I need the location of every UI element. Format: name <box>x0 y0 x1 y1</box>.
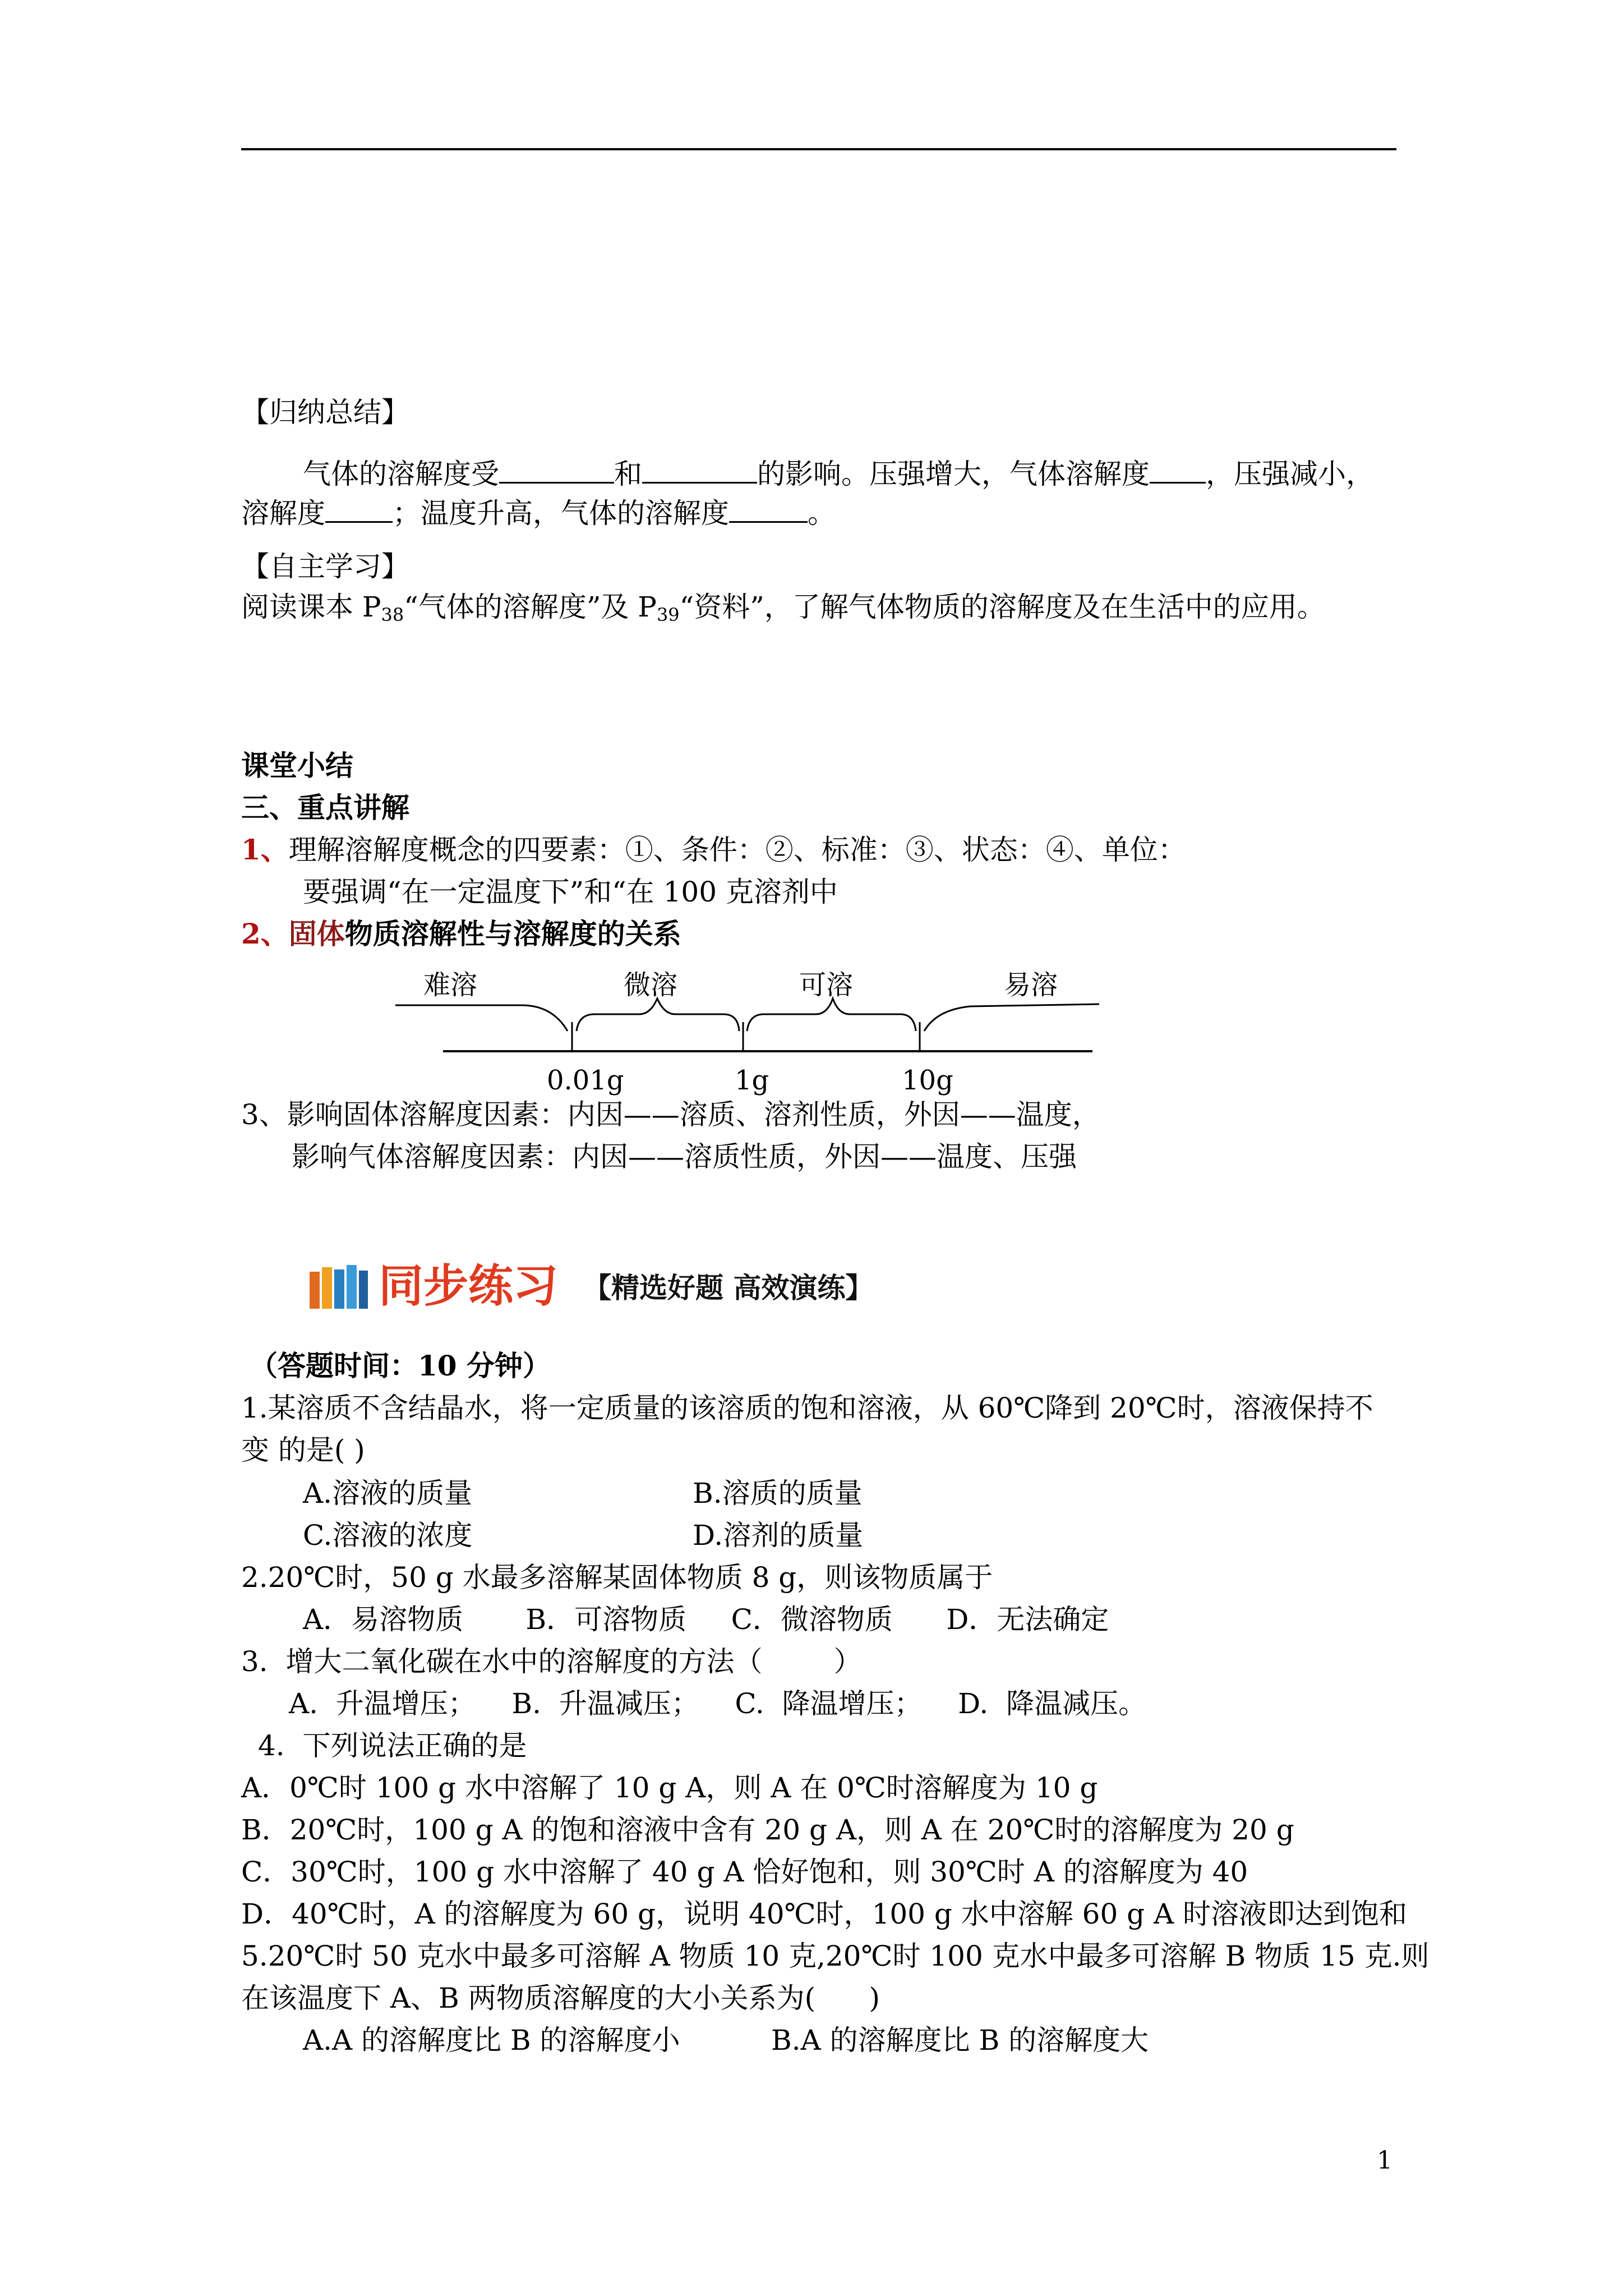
q1-line-1: 1.某溶质不含结晶水，将一定质量的该溶质的饱和溶液，从 60℃降到 20℃时，溶液保持不 <box>241 1392 1373 1424</box>
tick-label-0-01g: 0.01g <box>547 1065 624 1096</box>
answer-time: （答题时间：10 分钟） <box>250 1349 551 1382</box>
q4: 4. 下列说法正确的是 <box>258 1729 527 1762</box>
self-study-text: 阅读课本 $P_{38}“$气体的溶解度”及 $P_{39}“$资料”，了解气体物质的溶解度及在生活中的应用。 <box>241 591 1325 625</box>
q4-option-d: D．40℃时，A 的溶解度为 60 g，说明 40℃时，100 g 水中溶解 60 g A 时溶液即达到饱和 <box>241 1898 1408 1930</box>
q4-option-c: C．30℃时，100 g 水中溶解了 40 g A 恰好饱和，则 30℃时 A 的溶解度为 40 <box>241 1856 1248 1888</box>
class-summary-title: 课堂小结 <box>241 749 353 782</box>
solubility-scale-diagram <box>0 0 1623 1122</box>
brace-kerong <box>747 999 916 1031</box>
item-1: 1、理解溶解度概念的四要素：①、条件：②、标准：③、状态：④、单位： <box>241 833 1186 866</box>
q5-line-2: 在该温度下 A、B 两物质溶解度的大小关系为( ) <box>241 1982 880 2014</box>
banner-title: 同步练习 <box>379 1260 558 1312</box>
q1-option-d: D.溶剂的质量 <box>693 1519 864 1552</box>
q1-option-c: C.溶液的浓度 <box>303 1519 473 1552</box>
summary-line-1: 气体的溶解度受 和 的影响。压强增大，气体溶解度 ，压强减小， <box>303 458 1374 490</box>
brace-nanrong <box>395 1005 568 1031</box>
q1-option-b: B.溶质的质量 <box>693 1477 863 1510</box>
practice-banner <box>308 1259 897 1313</box>
q2: 2.20℃时，50 g 水最多溶解某固体物质 8 g，则该物质属于 <box>241 1561 993 1594</box>
q3: 3. 增大二氧化碳在水中的溶解度的方法（ ） <box>241 1645 862 1678</box>
q4-option-a: A．0℃时 100 g 水中溶解了 10 g A，则 A 在 0℃时溶解度为 10 g <box>241 1772 1098 1804</box>
q1-line-2: 变 的是( ) <box>241 1434 365 1466</box>
label-weirong: 微溶 <box>624 969 678 1001</box>
q1-option-a: A.溶液的质量 <box>303 1477 473 1510</box>
item-3-line-1: 3、影响固体溶解度因素：内因——溶质、溶剂性质，外因——温度， <box>241 1098 1100 1131</box>
self-study-heading: 【自主学习】 <box>241 550 409 583</box>
q5-option-b: B.A 的溶解度比 B 的溶解度大 <box>771 2024 1149 2056</box>
q2-options: A．易溶物质 B．可溶物质 C．微溶物质 D．无法确定 <box>303 1603 1109 1636</box>
label-yirong: 易溶 <box>1004 969 1058 1001</box>
brace-yirong <box>924 1004 1099 1031</box>
label-nanrong: 难溶 <box>423 969 478 1001</box>
label-kerong: 可溶 <box>799 969 854 1001</box>
section-3-title: 三、重点讲解 <box>241 791 409 824</box>
summary-heading: 【归纳总结】 <box>241 396 409 429</box>
summary-line-2: 溶解度 ；温度升高，气体的溶解度 。 <box>241 497 836 530</box>
banner-tag: 【精选好题 高效演练】 <box>583 1272 874 1304</box>
q5-option-a: A.A 的溶解度比 B 的溶解度小 <box>303 2024 680 2056</box>
books-icon <box>308 1259 370 1313</box>
item-1-sub: 要强调“在一定温度下”和“在 100 克溶剂中 <box>303 876 838 908</box>
q5-line-1: 5.20℃时 50 克水中最多可溶解 A 物质 10 克,20℃时 100 克水中最多可溶解 B 物质 15 克.则 <box>241 1940 1430 1972</box>
item-2: 2、固体物质溶解性与溶解度的关系 <box>241 917 681 950</box>
tick-label-1g: 1g <box>735 1065 769 1096</box>
q4-option-b: B．20℃时，100 g A 的饱和溶液中含有 20 g A，则 A 在 20℃时的溶解度为 20 g <box>241 1814 1294 1846</box>
item-3-line-2: 影响气体溶解度因素：内因——溶质性质，外因——温度、压强 <box>292 1140 1077 1173</box>
tick-label-10g: 10g <box>902 1065 953 1096</box>
q3-options: A. 升温增压； B. 升温减压； C. 降温增压； D. 降温减压。 <box>289 1687 1147 1720</box>
brace-weirong <box>577 999 739 1031</box>
page-number: 1 <box>1377 2146 1393 2175</box>
